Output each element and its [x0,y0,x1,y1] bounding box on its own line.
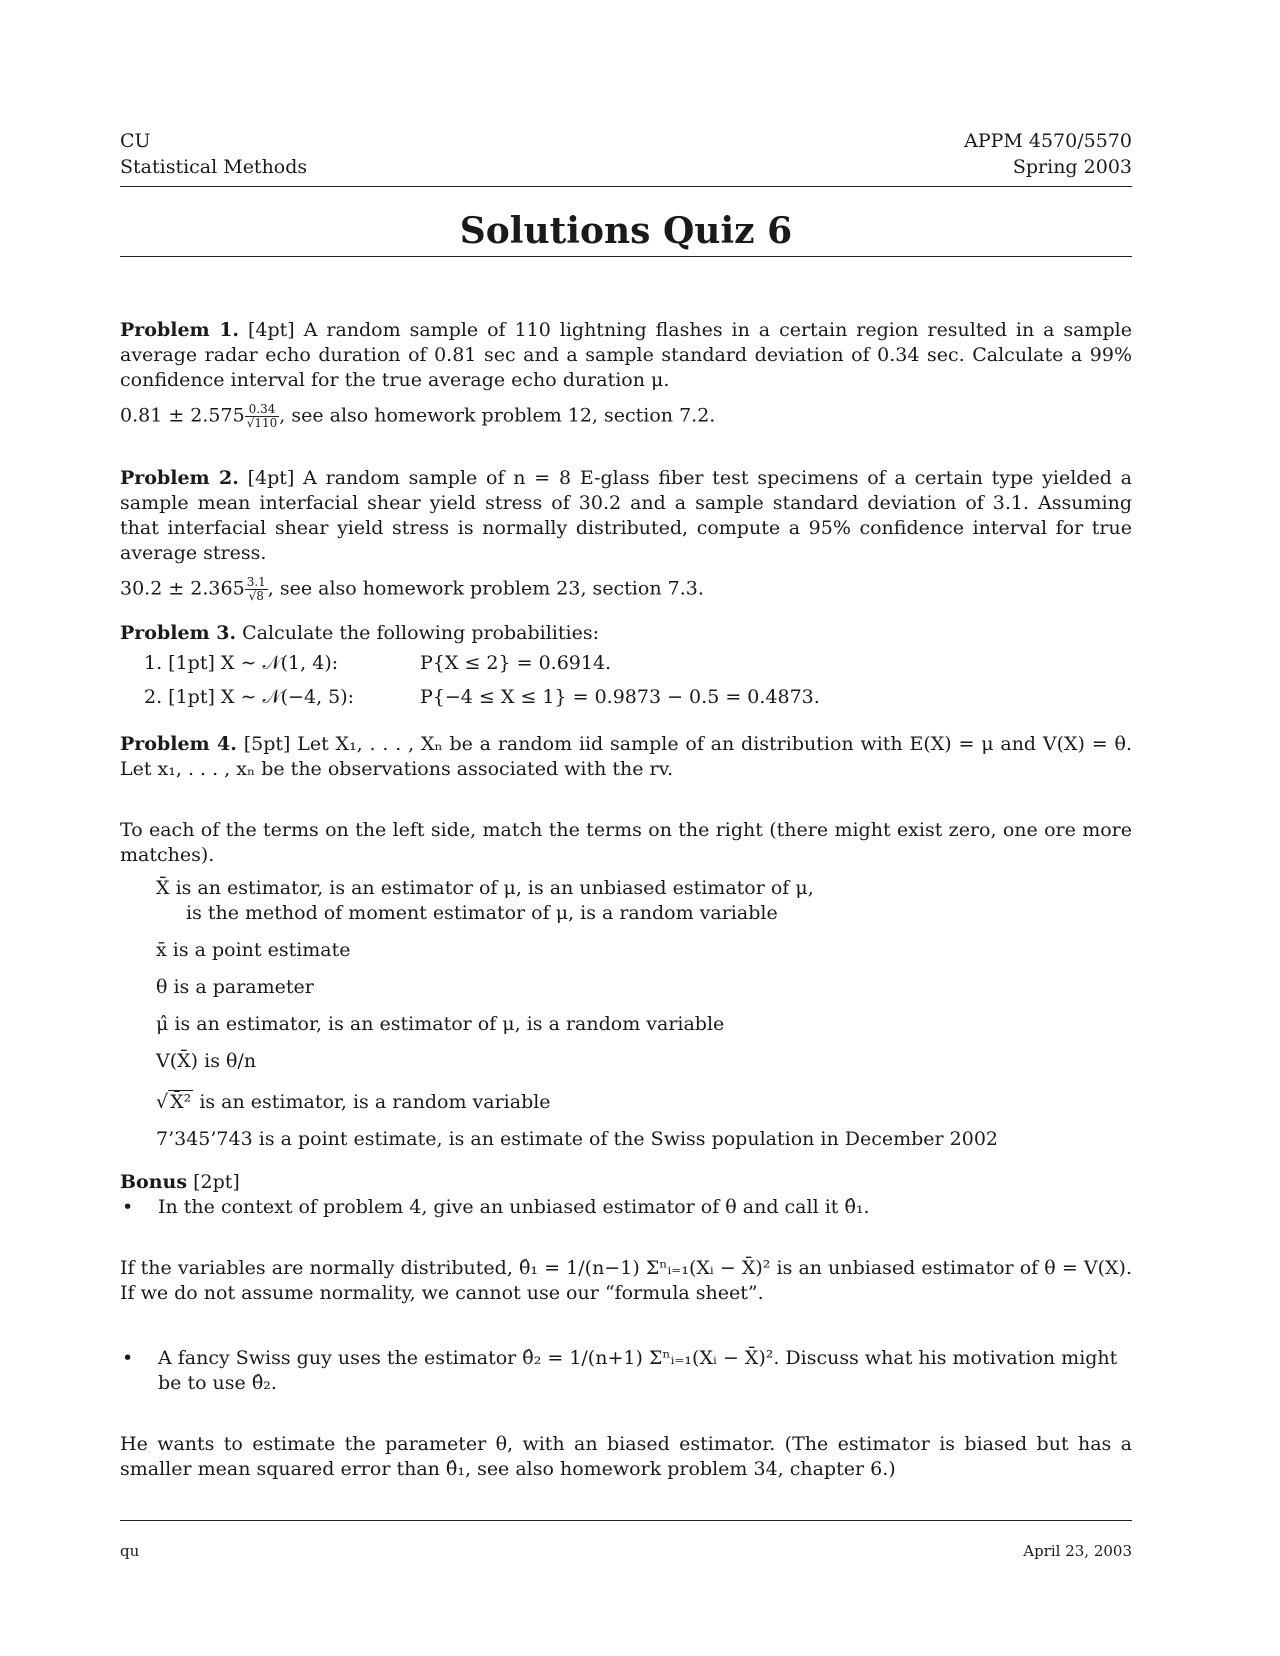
fraction-denominator: √8 [248,589,264,603]
problem-2-points: [4pt] [247,467,295,489]
problem-4-label: Problem 4. [120,733,237,755]
bonus-answer-2: He wants to estimate the parameter θ, with an biased estimator. (The estimator is biased but has a smaller mean squared error than θ̂₁, see also homework problem 34, chapter 6.) [120,1433,1132,1480]
problem-2-answer-lead: 30.2 ± 2.365 [120,577,245,600]
bonus-label: Bonus [120,1171,188,1193]
problem-4-points: [5pt] [243,733,291,755]
header-rule-bottom [120,256,1132,257]
problem-3-text: Calculate the following probabilities: [242,622,599,644]
header-right [964,128,1132,180]
match-item [156,876,1132,926]
problem-3-label: Problem 3. [120,622,237,644]
bullet-icon: • [122,1347,134,1369]
page-title: Solutions Quiz 6 [459,210,793,252]
footer-rule [120,1520,1132,1521]
header-institution: CU [120,130,151,152]
header-term: Spring 2003 [1012,156,1132,178]
problem-3-item-result: P{X ≤ 2} = 0.6914. [420,652,612,674]
match-item: V(X̄) is θ/n [156,1050,257,1072]
document-body [120,318,1132,1482]
problem-2-label: Problem 2. [120,467,239,489]
fraction-numerator: 3.1 [246,575,266,589]
problem-3-list [144,646,1132,714]
bonus-bullet-1-text: In the context of problem 4, give an unbiased estimator of θ and call it θ̂₁. [158,1196,870,1218]
sqrt-term: X̄² [170,1091,192,1113]
problem-3-statement [120,621,1132,646]
bonus-points: [2pt] [193,1171,240,1193]
match-item: μ̂ is an estimator, is an estimator of μ, is a random variable [156,1013,725,1035]
footer-left: qu [120,1542,140,1560]
problem-2-answer-tail: , see also homework problem 23, section 7.3. [267,577,704,600]
problem-4-text: Let X₁, . . . , Xₙ be a random iid sample of an distribution with E(X) = μ and V(X) = θ. Let x₁, . . . , xₙ be the observations associated with the rv. [120,733,1132,780]
bonus-bullet-2-text: A fancy Swiss guy uses the estimator θ̂₂ = 1/(n+1) Σⁿᵢ₌₁(Xᵢ − X̄)². Discuss what his motivation might be to use θ̂₂. [158,1347,1118,1394]
bonus-answer-1: If the variables are normally distributed, θ̂₁ = 1/(n−1) Σⁿᵢ₌₁(Xᵢ − X̄)² is an unbiased estimator of θ = V(X). If we do not assume normality, we cannot use our “formula sheet”. [120,1257,1132,1304]
problem-1-points: [4pt] [248,319,295,341]
problem-2-text: A random sample of n = 8 E-glass fiber test specimens of a certain type yielded a sample mean interfacial shear yield stress of 30.2 and a sample standard deviation of 3.1. Assuming that interfacial shear yield stress is normally distributed, compute a 95% confidence interval for true average stress. [120,467,1132,564]
problem-1-answer-tail: , see also homework problem 12, section 7.2. [279,404,716,427]
header-rule-top [120,186,1132,187]
match-text-continued: is the method of moment estimator of μ, is a random variable [186,902,778,924]
match-text: X̄ is an estimator, is an estimator of μ, is an unbiased estimator of μ, [156,877,814,899]
bonus-bullet-1 [120,1195,1132,1220]
matching-list [156,876,1132,1152]
problem-1-answer [120,403,1132,430]
problem-3-item-lead: 1. [1pt] X ∼ 𝒩(1, 4): [144,652,339,674]
header-course-name: Statistical Methods [120,156,308,178]
match-item: θ is a parameter [156,976,314,998]
bonus-bullet-2 [120,1346,1132,1396]
problem-3-item-lead: 2. [1pt] X ∼ 𝒩(−4, 5): [144,686,355,708]
problem-1-text: A random sample of 110 lightning flashes in a certain region resulted in a sample average radar echo duration of 0.81 sec and a sample standard deviation of 0.34 sec. Calculate a 99% confidence interval for the true average echo duration μ. [120,319,1132,391]
problem-2-statement [120,466,1132,566]
bonus-heading [120,1170,1132,1195]
match-item: x̄ is a point estimate [156,939,351,961]
match-item [156,1090,1132,1115]
sqrt-symbol: √ [156,1091,169,1113]
match-text: is an estimator, is a random variable [199,1091,551,1113]
problem-4-instruction: To each of the terms on the left side, match the terms on the right (there might exist zero, one ore more matches). [120,819,1132,866]
match-item: 7’345’743 is a point estimate, is an estimate of the Swiss population in December 2002 [156,1128,999,1150]
header-left [120,128,307,180]
problem-2-fraction [245,576,268,603]
header-course-code: APPM 4570/5570 [964,130,1132,152]
fraction-numerator: 0.34 [245,403,280,417]
problem-1-label: Problem 1. [120,319,240,341]
problem-1-statement [120,318,1132,393]
footer-date: April 23, 2003 [1023,1542,1132,1560]
problem-3-item [144,680,1132,714]
fraction-denominator: √110 [246,416,278,430]
problem-2-answer [120,576,1132,603]
problem-3-item-result: P{−4 ≤ X ≤ 1} = 0.9873 − 0.5 = 0.4873. [420,686,820,708]
problem-3-item [144,646,1132,680]
problem-1-fraction [245,403,280,430]
problem-4-statement [120,732,1132,782]
bullet-icon: • [122,1196,134,1218]
problem-1-answer-lead: 0.81 ± 2.575 [120,404,245,427]
